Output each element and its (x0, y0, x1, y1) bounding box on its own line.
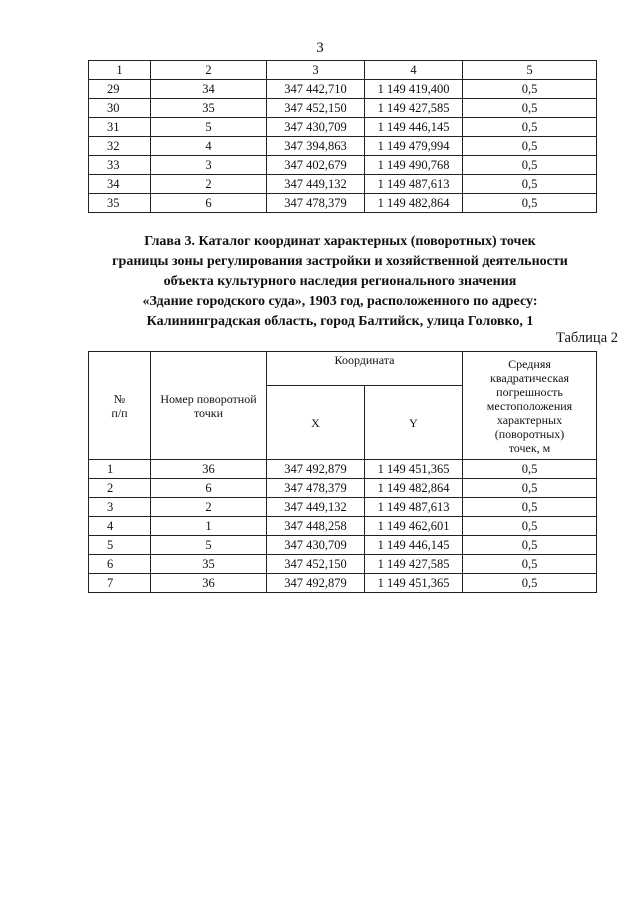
table-cell: 4 (365, 61, 463, 80)
table-cell: 347 430,709 (267, 118, 365, 137)
table-cell: 347 492,879 (267, 574, 365, 593)
table-cell: 347 430,709 (267, 536, 365, 555)
table-cell: 6 (89, 555, 151, 574)
table-row (89, 479, 597, 498)
table-cell: 1 149 487,613 (365, 175, 463, 194)
table1-column-number-row (89, 61, 597, 80)
table-cell: 0,5 (463, 194, 597, 213)
table-cell: 5 (151, 536, 267, 555)
heading-line: Глава 3. Каталог координат характерных (поворотных) точек (144, 234, 536, 249)
table1-body (89, 61, 597, 213)
table-cell: 6 (151, 194, 267, 213)
table-cell: 347 394,863 (267, 137, 365, 156)
col-header-coordinate: Координата (267, 352, 463, 386)
table-cell: 2 (151, 175, 267, 194)
table-cell: 5 (89, 536, 151, 555)
table-cell: 0,5 (463, 99, 597, 118)
table-cell: 1 149 479,994 (365, 137, 463, 156)
table-cell: 1 (151, 517, 267, 536)
table-cell: 0,5 (463, 156, 597, 175)
table-cell: 1 149 451,365 (365, 460, 463, 479)
table-cell: 5 (151, 118, 267, 137)
table-cell: 31 (89, 118, 151, 137)
table-cell: 2 (151, 498, 267, 517)
col-header-point (151, 352, 267, 460)
table2-header (89, 352, 597, 460)
chapter-heading (60, 232, 620, 332)
table-row (89, 517, 597, 536)
table-cell: 1 149 427,585 (365, 99, 463, 118)
table-row (89, 574, 597, 593)
table-cell: 347 452,150 (267, 555, 365, 574)
table-cell: 36 (151, 460, 267, 479)
table-row (89, 175, 597, 194)
table-cell: 36 (151, 574, 267, 593)
col-header-number-text: № п/п (111, 391, 128, 420)
table-cell: 2 (89, 479, 151, 498)
table-cell: 1 149 487,613 (365, 498, 463, 517)
table-cell: 1 (89, 61, 151, 80)
table-cell: 3 (89, 498, 151, 517)
table-row (89, 460, 597, 479)
table-row (89, 194, 597, 213)
table-caption: Таблица 2 (555, 330, 618, 346)
table-cell: 347 448,258 (267, 517, 365, 536)
heading-line: «Здание городского суда», 1903 год, расположенного по адресу: (142, 294, 538, 309)
table-cell: 0,5 (463, 498, 597, 517)
heading-line: Калининградская область, город Балтийск, улица Головко, 1 (146, 314, 534, 329)
coordinates-table (88, 351, 597, 593)
table-cell: 347 449,132 (267, 175, 365, 194)
table-cell: 1 149 446,145 (365, 536, 463, 555)
table-cell: 0,5 (463, 555, 597, 574)
table-row (89, 536, 597, 555)
table-cell: 0,5 (463, 574, 597, 593)
table-cell: 4 (89, 517, 151, 536)
table-cell: 3 (267, 61, 365, 80)
table-cell: 347 478,379 (267, 479, 365, 498)
table-cell: 1 149 419,400 (365, 80, 463, 99)
table-cell: 347 478,379 (267, 194, 365, 213)
col-header-number (89, 352, 151, 460)
page-number: 3 (316, 40, 324, 56)
table-cell: 347 492,879 (267, 460, 365, 479)
table-cell: 0,5 (463, 118, 597, 137)
table-cell: 0,5 (463, 536, 597, 555)
table-cell: 34 (89, 175, 151, 194)
table-cell: 347 442,710 (267, 80, 365, 99)
table-row (89, 156, 597, 175)
table-cell: 30 (89, 99, 151, 118)
table-cell: 347 452,150 (267, 99, 365, 118)
table-row (89, 118, 597, 137)
table-cell: 4 (151, 137, 267, 156)
table-cell: 1 149 482,864 (365, 479, 463, 498)
col-header-y: Y (365, 386, 463, 460)
coordinates-table-continued (88, 60, 597, 213)
table-cell: 0,5 (463, 137, 597, 156)
table-cell: 0,5 (463, 517, 597, 536)
table-cell: 347 449,132 (267, 498, 365, 517)
table-cell: 1 149 451,365 (365, 574, 463, 593)
table-row (89, 555, 597, 574)
table-cell: 0,5 (463, 175, 597, 194)
table-cell: 29 (89, 80, 151, 99)
table-row (89, 498, 597, 517)
table-cell: 1 149 482,864 (365, 194, 463, 213)
table-row (89, 80, 597, 99)
table-cell: 347 402,679 (267, 156, 365, 175)
col-header-point-text: Номер поворотной точки (160, 391, 257, 420)
table-cell: 33 (89, 156, 151, 175)
table-cell: 34 (151, 80, 267, 99)
table-cell: 6 (151, 479, 267, 498)
table-cell: 2 (151, 61, 267, 80)
table-cell: 7 (89, 574, 151, 593)
table-cell: 35 (151, 99, 267, 118)
table-cell: 1 (89, 460, 151, 479)
table-cell: 35 (151, 555, 267, 574)
col-header-error-text: Средняя квадратическая погрешность местоположения характерных (поворотных) точек, м (486, 356, 573, 455)
table-cell: 1 149 462,601 (365, 517, 463, 536)
table-cell: 32 (89, 137, 151, 156)
table-cell: 0,5 (463, 460, 597, 479)
table-row (89, 99, 597, 118)
table-cell: 3 (151, 156, 267, 175)
table2-body (89, 460, 597, 593)
table-cell: 1 149 427,585 (365, 555, 463, 574)
heading-line: границы зоны регулирования застройки и хозяйственной деятельности (112, 254, 568, 269)
table-cell: 0,5 (463, 80, 597, 99)
table-cell: 1 149 490,768 (365, 156, 463, 175)
heading-line: объекта культурного наследия регионального значения (163, 274, 517, 289)
col-header-error (463, 352, 597, 460)
table-row (89, 137, 597, 156)
table-cell: 35 (89, 194, 151, 213)
col-header-x: X (267, 386, 365, 460)
table-cell: 5 (463, 61, 597, 80)
table-cell: 0,5 (463, 479, 597, 498)
table-cell: 1 149 446,145 (365, 118, 463, 137)
